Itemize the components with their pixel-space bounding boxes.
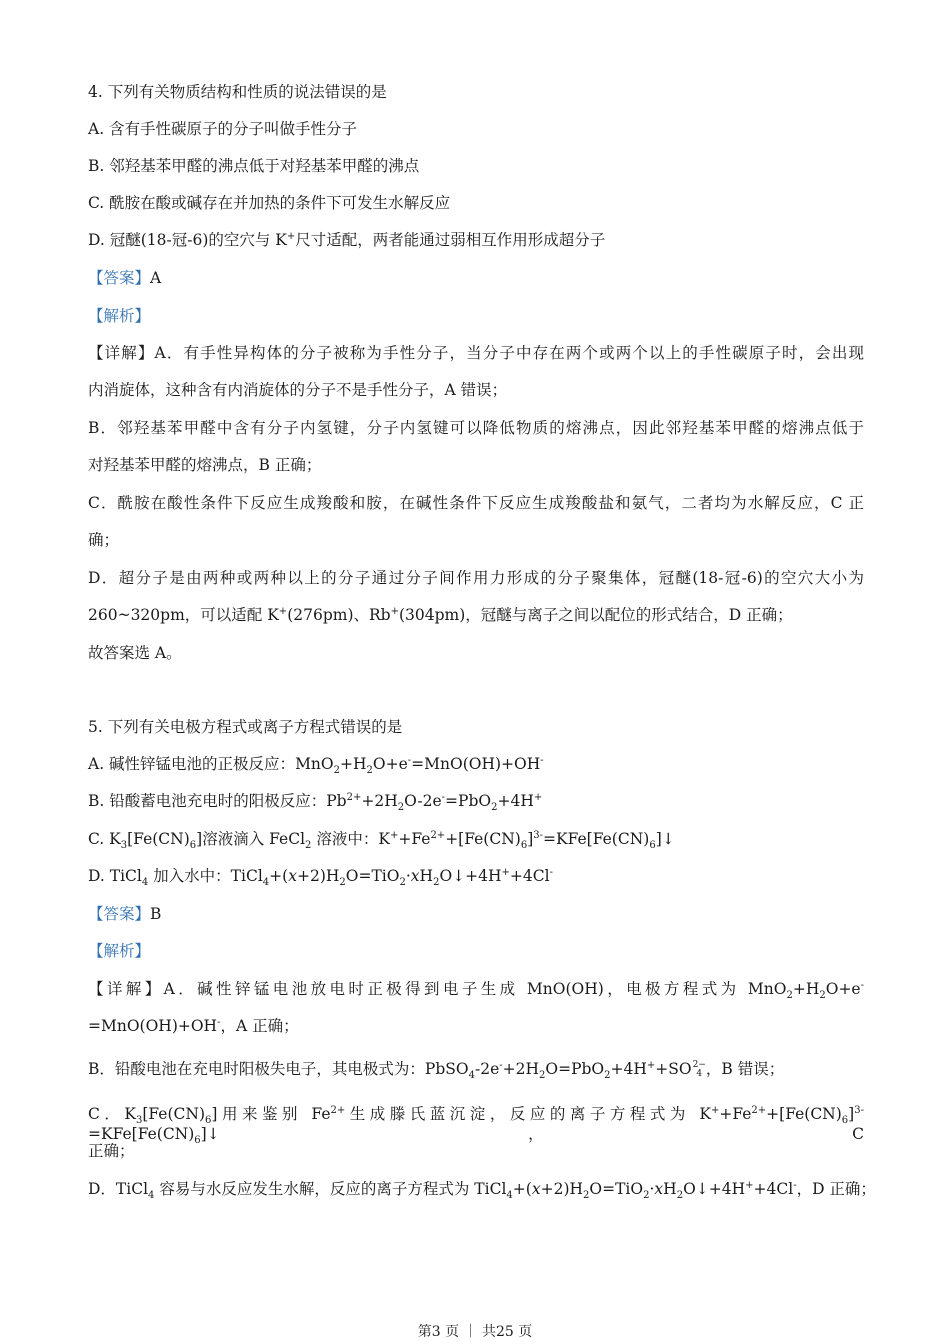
q5-detail-b: B．铅酸电池在充电时阳极失电子，其电极式为：$PbSO_4-2e^-+2H_2O=PbO_2+4H^++SO$ 2− 4 ，B 错误； <box>88 1059 785 1082</box>
q4-detail-a-1: 【详解】A．有手性异构体的分子被称为手性分子，当分子中存在两个或两个以上的手性碳原子时，会出现 <box>88 344 864 362</box>
q4-option-b: B. 邻羟基苯甲醛的沸点低于对羟基苯甲醛的沸点 <box>88 157 420 175</box>
q4-option-c: C. 酰胺在酸或碱存在并加热的条件下可发生水解反应 <box>88 194 451 212</box>
q5-analysis-label: 【解析】 <box>88 942 151 960</box>
q4-answer: 【答案】A <box>88 269 162 287</box>
q4-detail-d-1: D．超分子是由两种或两种以上的分子通过分子间作用力形成的分子聚集体，冠醚(18-冠-6)的空穴大小为 <box>88 569 864 587</box>
q5-detail-c-2: 正确； <box>88 1142 135 1160</box>
q5-option-a: A. 碱性锌锰电池的正极反应：$MnO_2+H_2O+e^-=MnO(OH)+OH^-$ <box>88 754 544 777</box>
q4-detail-b-2: 对羟基苯甲醛的熔沸点，B 正确； <box>88 456 322 474</box>
q5-option-d: D. TiCl$_4$ 加入水中：$TiCl_4+(x+2)H_2O=TiO_2\cdot xH_2O↓+4H^++4Cl^-$ <box>88 866 553 889</box>
q5-detail-a-2: =MnO(OH)+OH-，A 正确； <box>88 1016 299 1035</box>
q4-stem: 4. 下列有关物质结构和性质的说法错误的是 <box>88 83 387 101</box>
q4-option-a: A. 含有手性碳原子的分子叫做手性分子 <box>88 120 358 138</box>
q4-detail-c-2: 确； <box>88 531 120 549</box>
q4-detail-d-2: 260~320pm，可以适配 K+(276pm)、Rb+(304pm)，冠醚与离子之间以配位的形式结合，D 正确； <box>88 605 793 624</box>
q5-option-b: B. 铅酸蓄电池充电时的阳极反应：$Pb^{2+}+2H_2O-2e^-=PbO_2+4H^+$ <box>88 791 543 814</box>
q5-stem: 5. 下列有关电极方程式或离子方程式错误的是 <box>88 718 403 736</box>
q5-option-c: C. $K_3[Fe(CN)_6]$溶液滴入 FeCl$_2$ 溶液中：$K^++Fe^{2+}+[Fe(CN)_6]^{3-}=KFe[Fe(CN)_6]↓$ <box>88 829 675 852</box>
q5-detail-c-1: C．$K_3[Fe(CN)_6]$用来鉴别 $Fe^{2+}$生成滕氏蓝沉淀，反应的离子方程式为 $K^++Fe^{2+}+[Fe(CN)_6]^{3-}=KFe[Fe(CN)_6]↓$，C <box>88 1104 864 1147</box>
q4-detail-a-2: 内消旋体，这种含有内消旋体的分子不是手性分子，A 错误； <box>88 381 508 399</box>
q4-detail-b-1: B．邻羟基苯甲醛中含有分子内氢键，分子内氢键可以降低物质的熔沸点，因此邻羟基苯甲醛的熔沸点低于 <box>88 419 864 437</box>
q4-analysis-label: 【解析】 <box>88 307 151 325</box>
page-footer: 第3 页 ｜ 共25 页 <box>417 1324 533 1340</box>
q4-option-d: D. 冠醚(18-冠-6)的空穴与 K+尺寸适配，两者能通过弱相互作用形成超分子 <box>88 230 606 249</box>
q4-conclusion: 故答案选 A。 <box>88 644 182 662</box>
q5-detail-a-1: 【详解】A．碱性锌锰电池放电时正极得到电子生成 MnO(OH)，电极方程式为 $MnO_2+H_2O+e^-$ <box>88 979 864 1002</box>
q5-answer: 【答案】B <box>88 905 162 923</box>
q4-detail-c-1: C．酰胺在酸性条件下反应生成羧酸和胺，在碱性条件下反应生成羧酸盐和氨气，二者均为水解反应，C 正 <box>88 494 864 512</box>
q5-detail-d: D．TiCl$_4$ 容易与水反应发生水解，反应的离子方程式为 $TiCl_4+(x+2)H_2O=TiO_2\cdot xH_2O↓+4H^++4Cl^-$，D 正确； <box>88 1179 876 1202</box>
